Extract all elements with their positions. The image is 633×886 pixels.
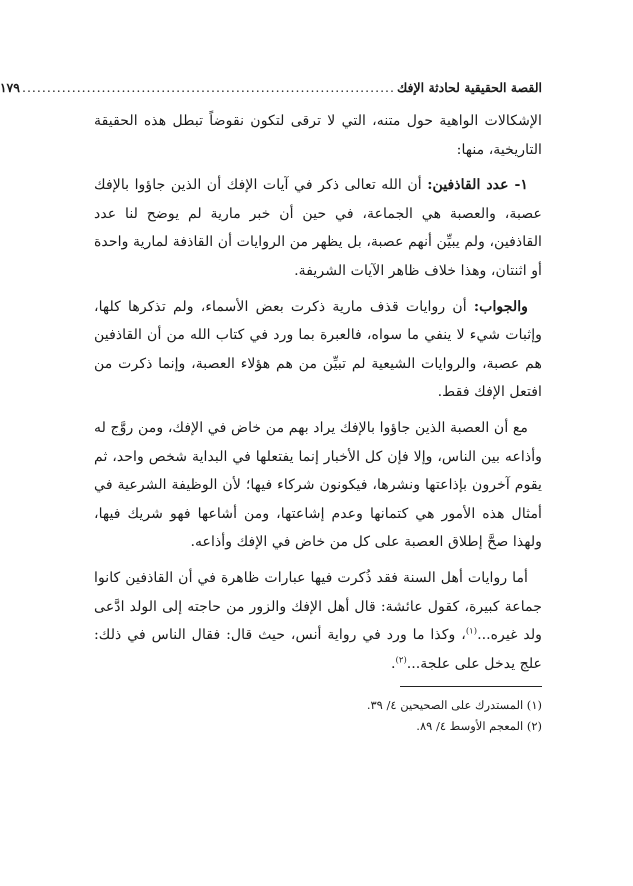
sunni-reports-text-a: أما روايات أهل السنة فقد ذُكرت فيها عبارات ظاهرة في أن القاذفين كانوا جماعة كبيرة، كقول عائشة: قال أهل الإفك والزور من حاجته إلى الولد ادَّعى ولد غيره...: [94, 569, 543, 644]
paragraph-sunni-reports: [94, 564, 542, 678]
paragraph-intro: [94, 107, 542, 164]
paragraph-answer: [94, 293, 542, 407]
paragraph-intro-text: الإشكالات الواهية حول متنه، التي لا ترقى لتكون نقوضاً تبطل هذه الحقيقة التاريخية، منها:: [94, 113, 542, 158]
running-header-title: القصة الحقيقية لحادثة الإفك: [397, 80, 542, 95]
answer-heading: والجواب:: [473, 298, 528, 315]
paragraph-usba-text: مع أن العصبة الذين جاؤوا بالإفك يراد بهم من خاض في الإفك، ومن روَّج له وأذاعه بين الناس، وإلا فإن كل الأخبار إنما يفتعلها في البداية شخص واحد، ثم يقوم آخرون بإذاعتها ونشرها، فيكونون شركاء فيها؛ لأن الوظيفة الشرعية في أمثال هذه الأمور هي كتمانها وعدم إشاعتها، ومن أشاعها فهو شريك فيها، ولهذا صحَّ إطلاق العصبة على كل من خاض في الإفك وأذاعه.: [94, 419, 542, 551]
page: [0, 80, 543, 737]
page-number: ١٧٩: [0, 80, 20, 95]
paragraph-usba: [94, 414, 542, 557]
paragraph-point-1: [94, 171, 542, 285]
sunni-reports-text-c: .: [391, 655, 396, 672]
point-1-heading: ١- عدد القاذفين:: [427, 177, 528, 194]
header-leader-dots: ...........................................................................: [21, 80, 395, 95]
footnote-divider: [400, 686, 542, 687]
point-1-text: أن الله تعالى ذكر في آيات الإفك أن الذين جاؤوا بالإفك عصبة، والعصبة هي الجماعة، في حين أن خبر مارية لم يوضح لنا عدد القاذفين، ولم يبيِّن أنهم عصبة، بل يظهر من الروايات أن القاذفة لمارية واحدة أو اثنتان، وهذا خلاف ظاهر الآيات الشريفة.: [94, 177, 542, 279]
answer-text: أن روايات قذف مارية ذكرت بعض الأسماء، ولم تذكرها كلها، وإثبات شيء لا ينفي ما سواه، فالعبرة بما ورد في كتاب الله من أن القاذفين هم عصبة، والروايات الشيعية لم تبيِّن من هم هؤلاء العصبة، وإنما ذكرت من افتعل الإفك فقط.: [94, 298, 542, 401]
sunni-reports-text-b: ، وكذا ما ورد في رواية أنس، حيث قال: فقال الناس في ذلك: علج يدخل على علجة...: [94, 627, 542, 672]
footnote-2: (٢) المعجم الأوسط ٤/ ٨٩.: [416, 719, 542, 734]
footnote-1: (١) المستدرك على الصحيحين ٤/ ٣٩.: [366, 698, 542, 713]
footnote-ref-2[interactable]: (٢): [395, 654, 407, 665]
footnote-ref-1[interactable]: (١): [465, 626, 478, 637]
running-header: [0, 80, 542, 107]
